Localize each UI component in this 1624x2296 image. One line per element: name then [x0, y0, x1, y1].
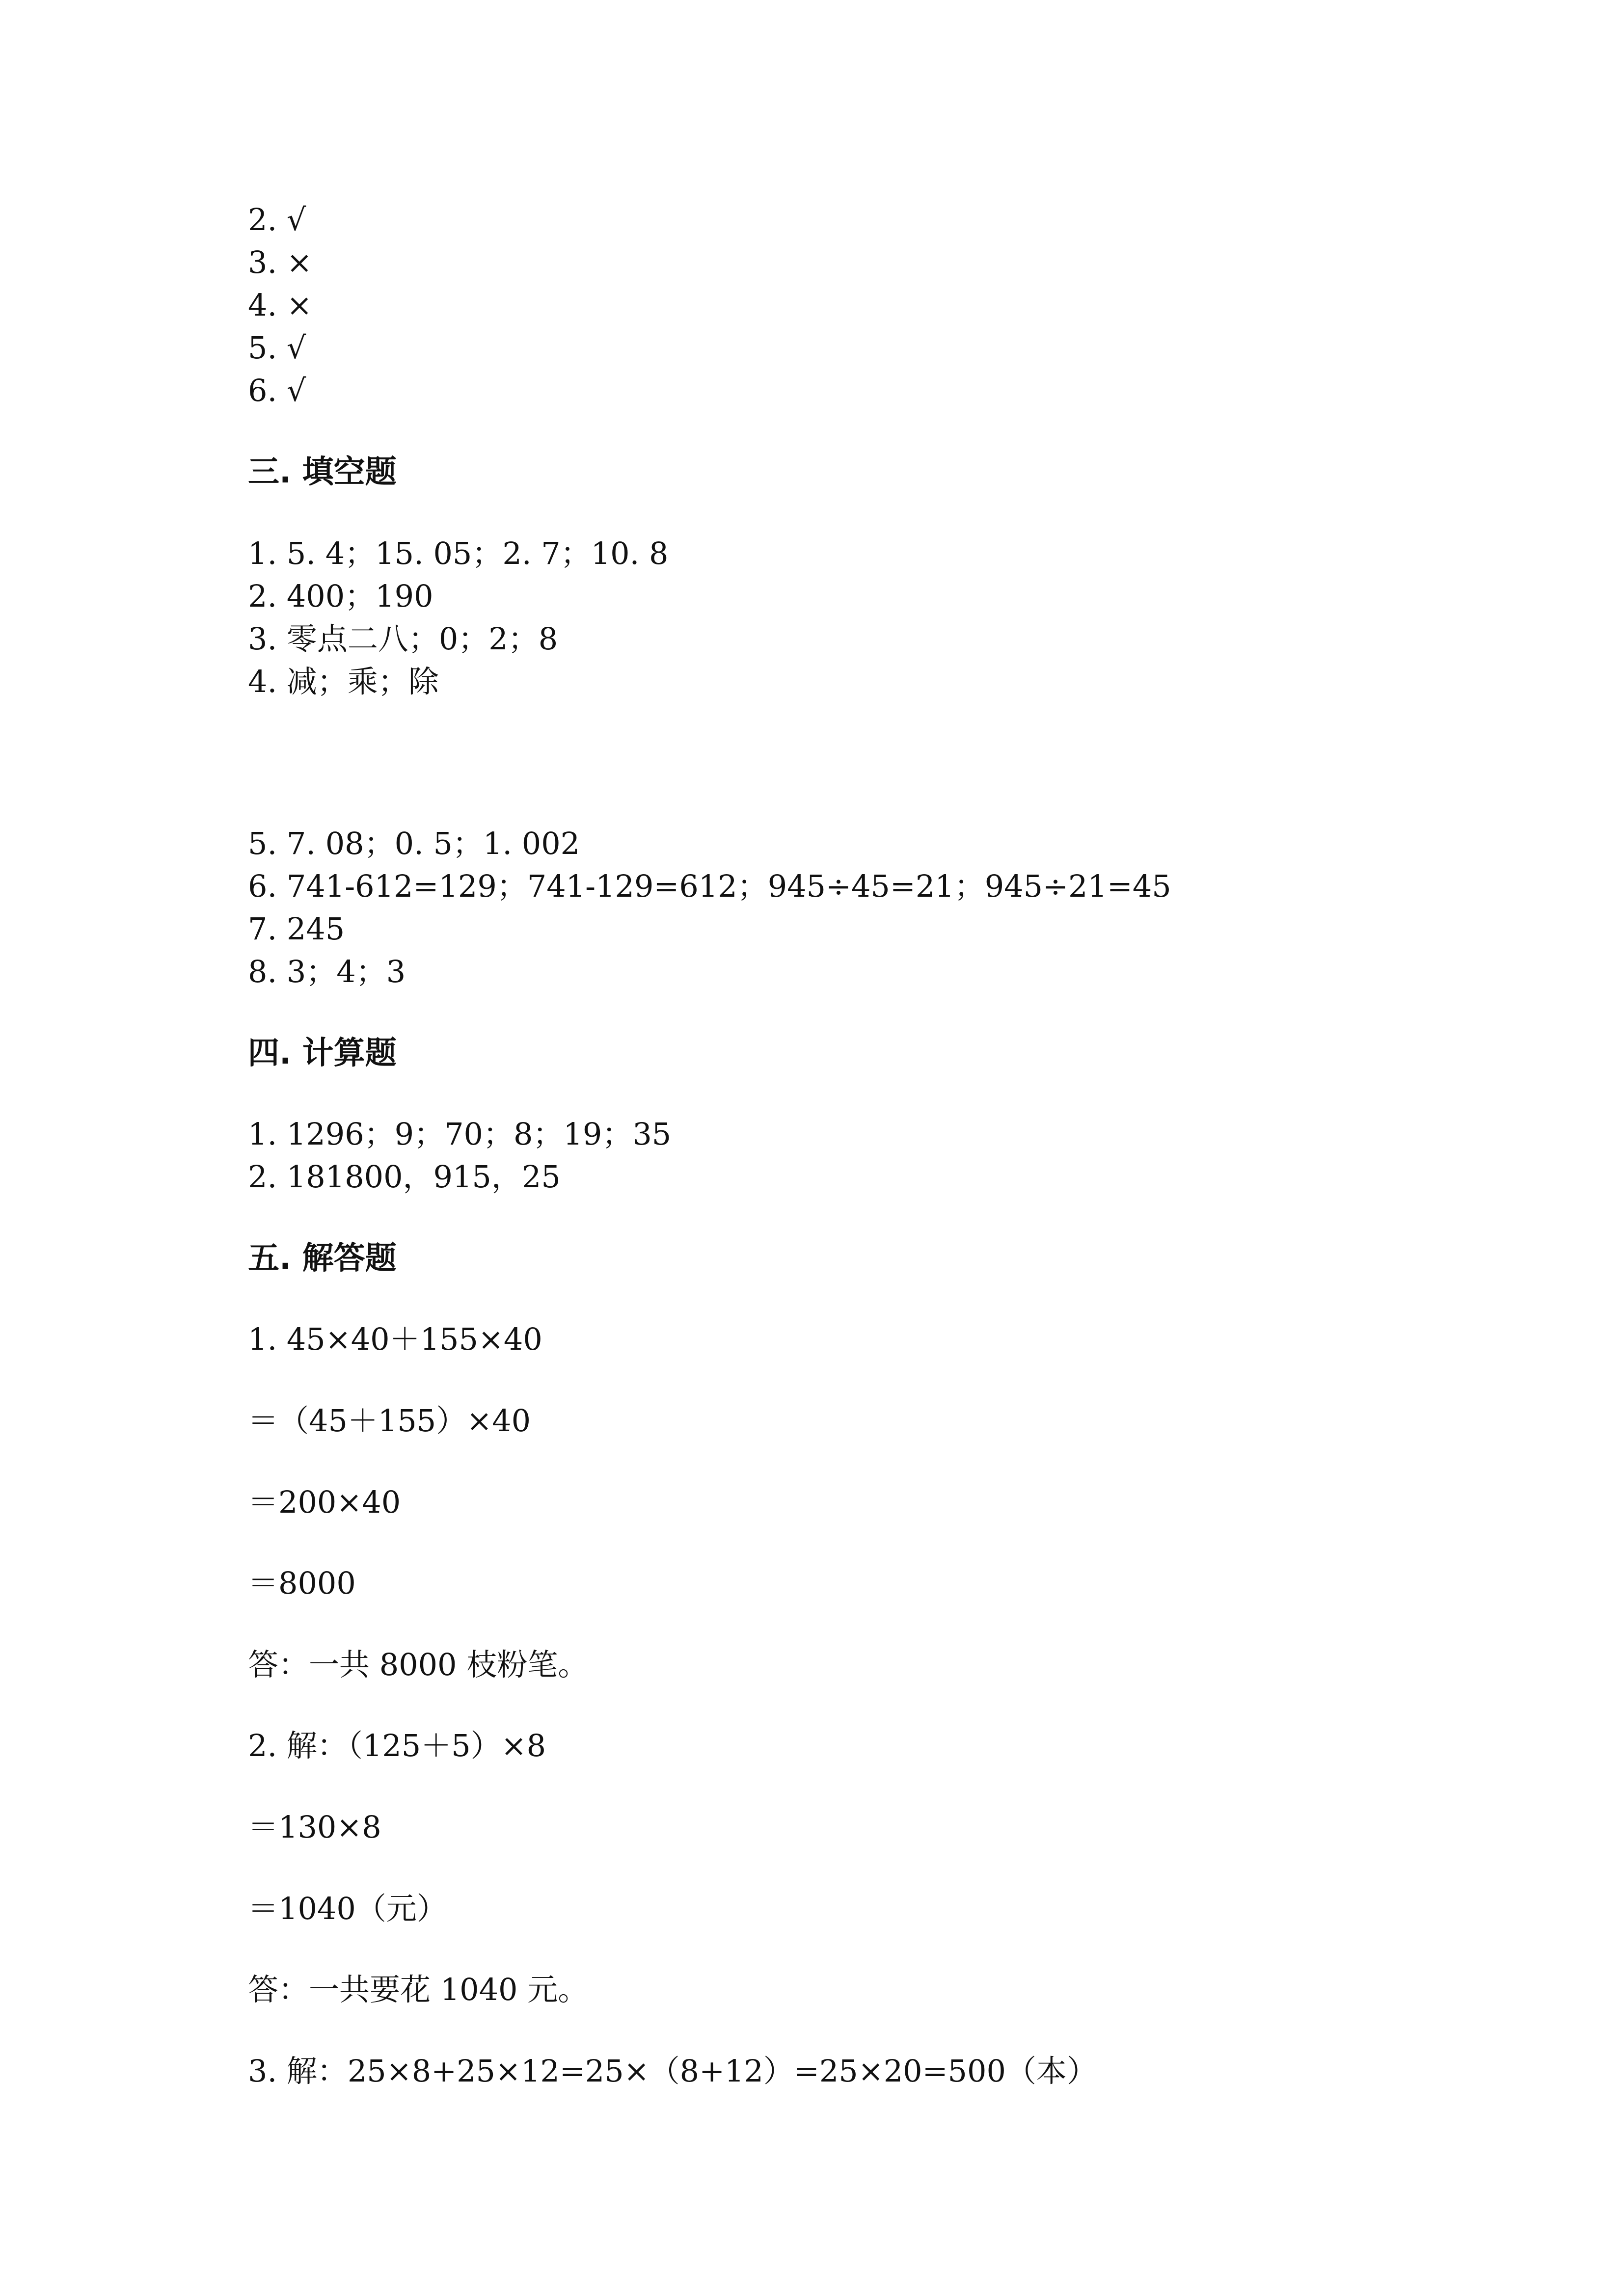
solution-line: ＝1040（元） [248, 1891, 447, 1926]
fill-blank-answer: 8. 3；4；3 [248, 954, 406, 989]
fill-blank-answer: 6. 741-612=129；741-129=612；945÷45=21；945÷21=45 [248, 868, 1171, 904]
section-heading-word-problems: 五. 解答题 [248, 1240, 397, 1277]
fill-blank-answer: 1. 5. 4；15. 05；2. 7；10. 8 [248, 535, 669, 571]
solution-line: 2. 解：（125＋5）×8 [248, 1728, 546, 1763]
solution-line: ＝8000 [248, 1565, 356, 1601]
solution-line: ＝200×40 [248, 1484, 401, 1520]
judgement-answer: 6. √ [248, 373, 306, 408]
judgement-answer: 3. × [248, 244, 312, 280]
fill-blank-answer: 3. 零点二八；0；2；8 [248, 621, 558, 657]
judgement-answer: 4. × [248, 287, 312, 323]
fill-blank-answer: 7. 245 [248, 911, 345, 947]
fill-blank-answer: 2. 400；190 [248, 578, 433, 614]
solution-line: 3. 解：25×8+25×12=25×（8+12）=25×20=500（本） [248, 2053, 1097, 2089]
fill-blank-answer: 5. 7. 08；0. 5；1. 002 [248, 826, 580, 861]
section-heading-calculation: 四. 计算题 [248, 1035, 397, 1071]
fill-blank-answer: 4. 减；乘；除 [248, 664, 439, 699]
calculation-answer: 2. 181800，915，25 [248, 1159, 561, 1195]
judgement-answer: 2. √ [248, 202, 306, 238]
solution-line: ＝130×8 [248, 1809, 381, 1845]
solution-line: 答：一共 8000 枝粉笔。 [248, 1647, 589, 1682]
calculation-answer: 1. 1296；9；70；8；19；35 [248, 1116, 672, 1152]
solution-line: 答：一共要花 1040 元。 [248, 1972, 589, 2007]
solution-line: ＝（45＋155）×40 [248, 1403, 531, 1439]
solution-line: 1. 45×40＋155×40 [248, 1321, 542, 1357]
section-heading-fill-blank: 三. 填空题 [248, 454, 397, 490]
judgement-answer: 5. √ [248, 330, 306, 366]
